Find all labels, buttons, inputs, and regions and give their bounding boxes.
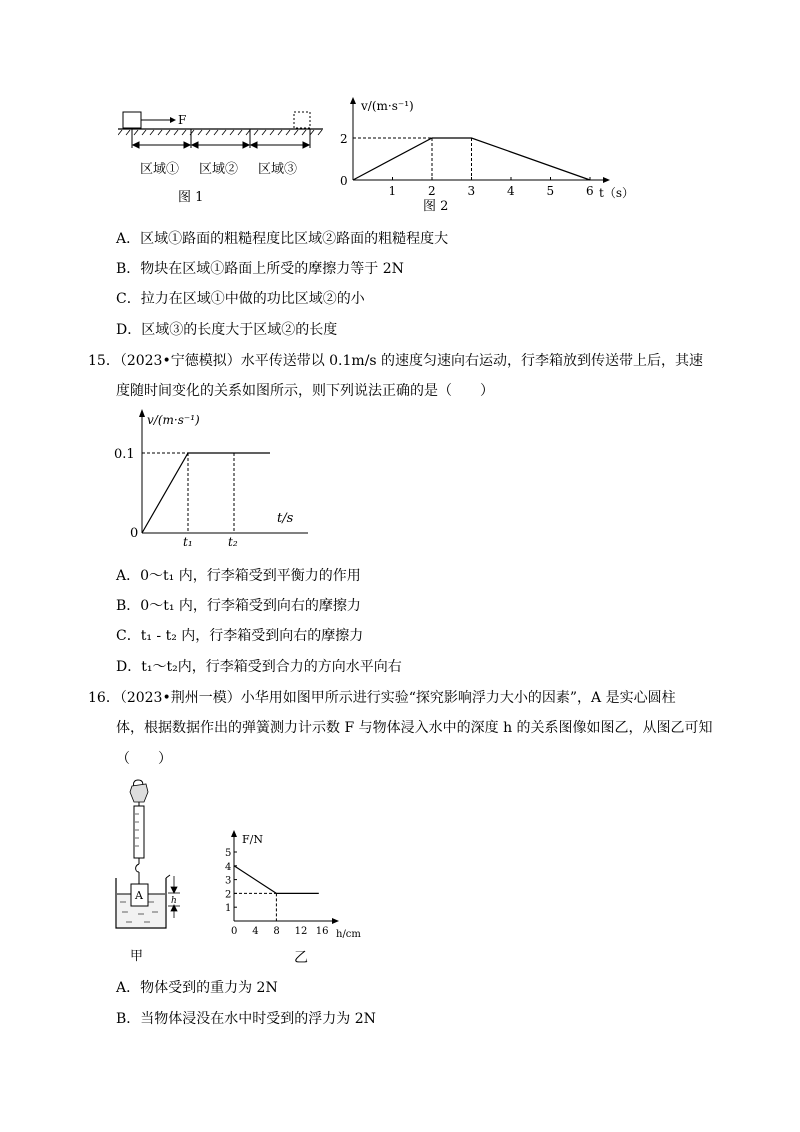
figure-yi-fh-graph xyxy=(222,825,372,970)
yi-ytick-label: 5 xyxy=(225,848,232,859)
yi-xtick-label: 8 xyxy=(273,926,280,937)
yi-xtick-label: 16 xyxy=(315,926,329,937)
yi-ytick-label: 1 xyxy=(225,903,232,915)
figure-1-road-diagram xyxy=(118,100,338,205)
q14-option-d: D．区域③的长度大于区域②的长度 xyxy=(116,322,338,338)
q15-option-b: B．0～t₁ 内，行李箱受到向右的摩擦力 xyxy=(116,598,361,614)
region-1-label: 区域① xyxy=(140,162,180,177)
q16-option-a: A．物体受到的重力为 2N xyxy=(116,980,278,996)
fig2-origin-label: 0 xyxy=(340,174,348,188)
figure-2-vt-graph xyxy=(335,92,635,217)
dashed-block xyxy=(294,112,310,128)
yi-ytick-label: 2 xyxy=(225,889,232,901)
q14-option-b: B．物块在区域①路面上所受的摩擦力等于 2N xyxy=(116,261,404,277)
cylinder-a-label: A xyxy=(135,889,143,902)
fig2-xtick-label: 5 xyxy=(546,184,555,198)
q16-stem-line-1: 16．（2023•荆州一模）小华用如图甲所示进行实验“探究影响浮力大小的因素”，A 是实心圆柱 xyxy=(88,690,676,706)
region-2-label: 区域② xyxy=(199,162,239,177)
region-3-label: 区域③ xyxy=(258,162,298,177)
fig2-xlabel: t（s） xyxy=(599,186,634,200)
yi-force-line xyxy=(234,866,319,894)
fig2-xtick-label: 4 xyxy=(507,184,515,198)
ground-hatching xyxy=(118,130,322,135)
q15-vt-graph xyxy=(110,405,325,550)
yi-ytick-label: 3 xyxy=(225,875,232,887)
q15-ytick-0.1: 0.1 xyxy=(114,447,135,462)
q16-stem-line-3: （ ） xyxy=(116,751,172,767)
q15-xlabel: t/s xyxy=(277,511,294,526)
q15-velocity-line xyxy=(142,453,270,533)
force-label: F xyxy=(178,113,187,127)
hand-icon xyxy=(130,784,148,802)
figure-yi-caption: 乙 xyxy=(294,950,308,966)
fig2-xtick-label: 1 xyxy=(388,184,397,198)
fig2-xtick-label: 6 xyxy=(586,184,594,198)
yi-xtick-label: 0 xyxy=(231,926,238,937)
fig2-xtick-label: 2 xyxy=(428,184,436,198)
depth-label: h xyxy=(171,896,177,906)
yi-xtick-label: 4 xyxy=(252,926,259,937)
q16-option-b: B．当物体浸没在水中时受到的浮力为 2N xyxy=(116,1011,376,1027)
q14-option-a: A．区域①路面的粗糙程度比区域②路面的粗糙程度大 xyxy=(116,231,449,247)
yi-ylabel: F/N xyxy=(242,833,263,846)
q15-option-d: D．t₁～t₂内，行李箱受到合力的方向水平向右 xyxy=(116,659,402,675)
q15-option-a: A．0～t₁ 内，行李箱受到平衡力的作用 xyxy=(116,568,361,584)
yi-ytick-label: 4 xyxy=(225,861,232,873)
q15-t2-label: t₂ xyxy=(228,535,238,549)
q15-option-c: C．t₁ - t₂ 内，行李箱受到向右的摩擦力 xyxy=(116,628,364,644)
figure-jia-apparatus xyxy=(108,778,188,968)
q15-stem-line-2: 度随时间变化的关系如图所示，则下列说法正确的是（ ） xyxy=(116,383,494,399)
fig2-ylabel: v/(m·s⁻¹) xyxy=(361,99,414,113)
q16-stem-line-2: 体，根据数据作出的弹簧测力计示数 F 与物体浸入水中的深度 h 的关系图像如图乙，从图乙可知 xyxy=(116,720,713,736)
q15-origin: 0 xyxy=(130,526,139,541)
fig2-ytick-label: 2 xyxy=(340,132,348,146)
q15-stem-line-1: 15．（2023•宁德模拟）水平传送带以 0.1m/s 的速度匀速向右运动，行李箱放到传送带上后，其速 xyxy=(88,353,704,369)
fig2-xtick-label: 3 xyxy=(467,184,476,198)
yi-xtick-label: 12 xyxy=(294,926,308,937)
q15-ylabel: v/(m·s⁻¹) xyxy=(147,413,200,427)
block xyxy=(123,112,141,128)
figure-2-caption: 图 2 xyxy=(423,199,449,214)
figure-1-caption: 图 1 xyxy=(178,190,204,205)
q14-option-c: C．拉力在区域①中做的功比区域②的小 xyxy=(116,291,365,307)
q15-t1-label: t₁ xyxy=(183,535,193,549)
figure-jia-caption: 甲 xyxy=(130,949,144,964)
yi-xlabel: h/cm xyxy=(336,929,361,940)
